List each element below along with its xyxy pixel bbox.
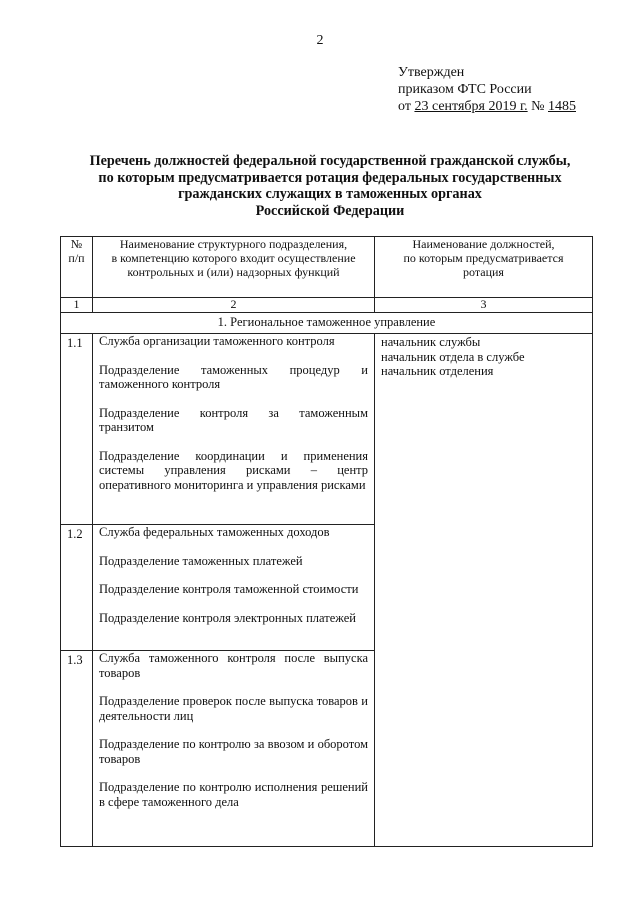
position-name: начальник отделения: [381, 364, 494, 378]
approval-line-2: приказом ФТС России: [398, 82, 532, 97]
approval-date: 23 сентября 2019 г.: [414, 99, 528, 114]
unit-name: Служба таможенного контроля после выпуска товаров: [99, 651, 368, 680]
unit-list: [93, 525, 375, 651]
title-line-2: по которым предусматривается ротация федеральных государственных: [98, 169, 562, 186]
document-title: [60, 153, 600, 219]
row-number: 1.2: [61, 525, 93, 651]
section-title: 1. Региональное таможенное управление: [61, 313, 593, 334]
approval-prefix: от: [398, 99, 415, 114]
unit-list: [93, 334, 375, 525]
column-number-row: [61, 298, 593, 313]
header-unit-name: Наименование структурного подразделения, в компетенцию которого входит осуществление контрольных и (или) надзорных функций: [93, 237, 375, 298]
approval-order-number: 1485: [548, 99, 576, 114]
approval-stamp: [398, 64, 576, 115]
unit-name: Подразделение контроля таможенной стоимости: [99, 582, 359, 596]
approval-line-3: [398, 98, 576, 115]
unit-name: Подразделение по контролю исполнения решений в сфере таможенного дела: [99, 780, 368, 809]
page-number: 2: [316, 33, 324, 48]
position-name: начальник службы: [381, 335, 481, 349]
unit-name: Подразделение контроля за таможенным транзитом: [99, 405, 368, 434]
table-row: [61, 334, 593, 525]
title-line-3: гражданских служащих в таможенных органах: [178, 186, 482, 202]
column-number: 1: [61, 298, 93, 313]
section-row: [61, 313, 593, 334]
unit-name: Подразделение по контролю за ввозом и оборотом товаров: [99, 737, 368, 766]
row-number: 1.3: [61, 651, 93, 847]
title-line-1: Перечень должностей федеральной государственной гражданской службы,: [89, 153, 571, 169]
table-header-row: [61, 237, 593, 298]
unit-list: [93, 651, 375, 847]
unit-name: Подразделение контроля электронных платежей: [99, 610, 356, 625]
unit-name: Подразделение координации и применения системы управления рисками – центр оперативного мониторинга и управления рисками: [99, 448, 368, 492]
header-number: № п/п: [61, 237, 93, 298]
unit-name: Подразделение таможенных платежей: [99, 553, 303, 568]
header-position-name: Наименование должностей, по которым предусматривается ротация: [375, 237, 593, 298]
unit-name: Подразделение таможенных процедур и таможенного контроля: [99, 362, 368, 391]
position-name: начальник отдела в службе: [381, 349, 525, 364]
column-number: 3: [375, 298, 593, 313]
unit-name: Служба организации таможенного контроля: [99, 334, 335, 348]
approval-number-sign: №: [527, 99, 548, 114]
position-list: [375, 334, 593, 847]
title-line-4: Российской Федерации: [255, 202, 405, 219]
column-number: 2: [93, 298, 375, 313]
unit-name: Подразделение проверок после выпуска товаров и деятельности лиц: [99, 694, 368, 723]
approval-line-1: Утвержден: [398, 65, 465, 80]
unit-name: Служба федеральных таможенных доходов: [99, 525, 330, 539]
rotation-table: [60, 236, 593, 847]
row-number: 1.1: [61, 334, 93, 525]
